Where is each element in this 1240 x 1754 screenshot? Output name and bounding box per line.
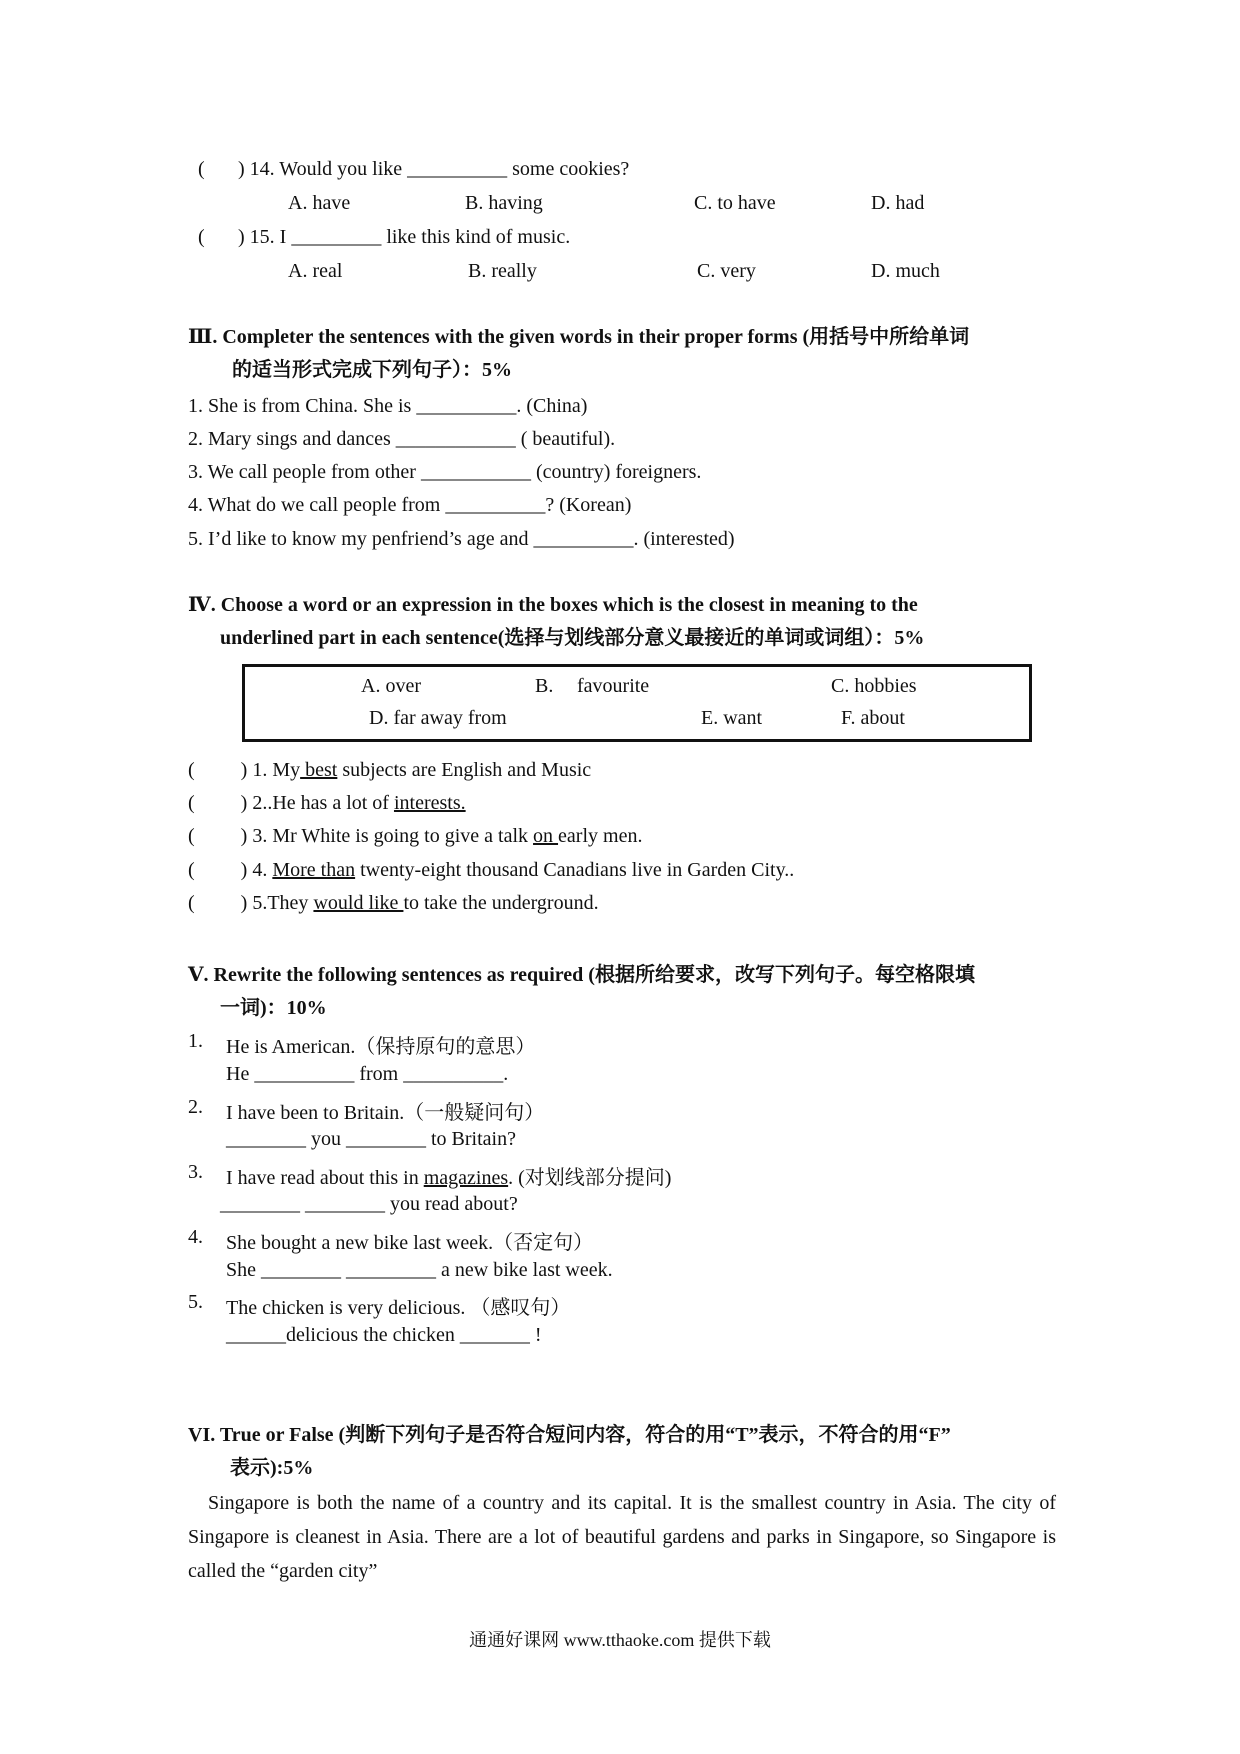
item-rest: twenty-eight thousand Canadians live in Garden City.. [355,859,795,881]
underlined-part: More than [272,859,356,881]
section-6-heading-line1: VI. True or False (判断下列句子是否符合短问内容，符合的用“T”表示，不符合的用“F” [188,1424,951,1446]
box-option-b-letter: B. [535,675,554,697]
item-number: 5. [188,1291,203,1313]
answer-paren: ( [198,158,205,180]
underlined-part: best [300,759,338,781]
box-option-f: F. about [841,707,905,729]
section-4-heading-line1: Ⅳ. Choose a word or an expression in the boxes which is the closest in meaning to the [188,594,918,616]
item-text: The chicken is very delicious. （感叹句） [226,1297,571,1319]
item-number: ) 3. Mr White is going to give a talk [240,825,534,847]
underlined-part: on [533,825,559,847]
list-item: 1. She is from China. She is __________. (China) [188,395,588,417]
answer-paren: ( [188,859,195,881]
option-c: C. to have [694,192,776,214]
list-item: 2. Mary sings and dances ____________ ( beautiful). [188,428,616,450]
option-a: A. real [288,260,343,282]
option-a: A. have [288,192,351,214]
list-item: 5. I’d like to know my penfriend’s age and __________. (interested) [188,528,735,550]
section-5-heading [188,959,1058,1025]
item-number: ) 5.They [240,892,314,914]
item-answer: He __________ from __________. [226,1063,509,1085]
section-5-heading-line2: 一词)：10% [220,997,327,1019]
box-option-a: A. over [361,675,421,697]
box-option-c: C. hobbies [831,675,917,697]
section-3-heading [188,321,1058,387]
underlined-part: interests. [393,792,466,814]
item-number: ) 1. My [240,759,301,781]
answer-paren: ( [188,759,195,781]
section-3-heading-line2: 的适当形式完成下列句子）：5% [232,359,512,381]
item-text: She bought a new bike last week.（否定句） [226,1232,594,1254]
footer: 通通好课网 www.tthaoke.com 提供下载 [469,1630,771,1650]
option-d: D. much [871,260,940,282]
section-5-heading-line1: Ⅴ. Rewrite the following sentences as required (根据所给要求，改写下列句子。每空格限填 [188,964,975,986]
section-6-heading-line2: 表示):5% [230,1457,314,1479]
list-item [188,823,642,849]
item-rest: subjects are English and Music [337,759,592,781]
item-answer: She ________ _________ a new bike last week. [226,1259,613,1281]
item-number: 4. [188,1226,203,1248]
underlined-part: would like [313,892,404,914]
answer-paren: ( [198,226,205,248]
section-4-heading-line2: underlined part in each sentence(选择与划线部分意义最接近的单词或词组）：5% [220,627,925,649]
section-6-heading [188,1419,1058,1485]
option-b: B. having [465,192,543,214]
reading-passage: Singapore is both the name of a country and its capital. It is the smallest country in Asia. The city of Singapore is cleanest in Asia. There are a lot of beautiful gardens and parks in Singapore, so Singapore is called the “garden city” [188,1492,1056,1582]
box-option-d: D. far away from [369,707,507,729]
section-3-heading-line1: Ⅲ. Completer the sentences with the given words in their proper forms (用括号中所给单词 [188,326,970,348]
list-item: 3. We call people from other ___________ (country) foreigners. [188,461,702,483]
section-4-heading [188,589,1058,655]
answer-paren: ( [188,825,195,847]
option-d: D. had [871,192,925,214]
item-text: I have been to Britain.（一般疑问句） [226,1102,545,1124]
list-item [188,790,466,816]
item-text [226,1161,671,1190]
list-item [188,890,599,916]
item-text-after: . (对划线部分提问) [508,1167,672,1189]
option-b: B. really [468,260,537,282]
item-answer: ______delicious the chicken _______ ! [226,1324,542,1346]
item-answer: ________ ________ you read about? [220,1193,518,1215]
box-option-e: E. want [701,707,763,729]
question-stem: ) 15. I _________ like this kind of music. [238,226,571,248]
item-answer: ________ you ________ to Britain? [226,1128,516,1150]
item-rest: early men. [558,825,643,847]
item-number: ) 4. [240,859,273,881]
item-rest: to take the underground. [403,892,599,914]
item-text: He is American.（保持原句的意思） [226,1036,536,1058]
word-box [242,664,1032,742]
answer-paren: ( [188,892,195,914]
box-option-b: favourite [577,675,650,697]
answer-paren: ( [188,792,195,814]
list-item [188,857,794,883]
list-item [188,757,591,783]
option-c: C. very [697,260,756,282]
question-stem: ) 14. Would you like __________ some cookies? [238,158,630,180]
item-text-before: I have read about this in [226,1167,424,1189]
list-item: 4. What do we call people from __________? (Korean) [188,494,632,516]
item-number: 3. [188,1161,203,1183]
item-number: 2. [188,1096,203,1118]
item-number: ) 2..He has a lot of [240,792,394,814]
item-number: 1. [188,1030,203,1052]
underlined-part: magazines [423,1167,509,1189]
